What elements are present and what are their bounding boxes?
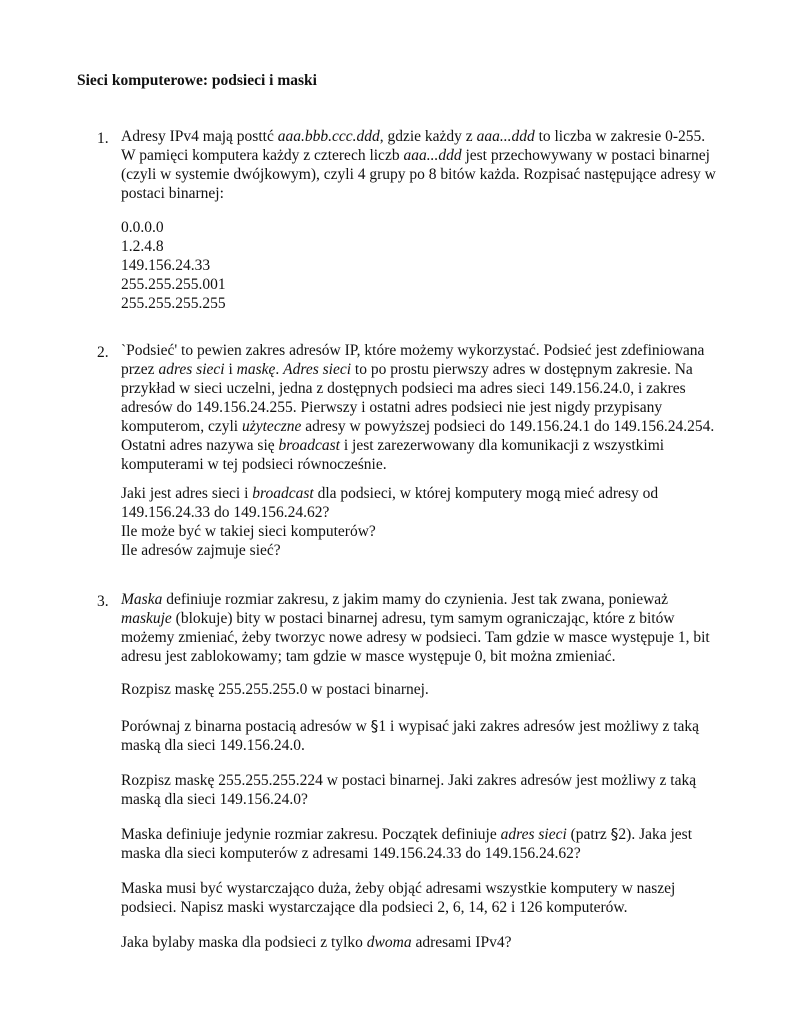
question-3-task-mask-224: Rozpisz maskę 255.255.255.224 w postaci binarnej. Jaki zakres adresów jest możliwy z taką maską dla sieci 149.156.24.0? [121, 772, 697, 808]
question-3-task-mask-binary: Rozpisz maskę 255.255.255.0 w postaci binarnej. [121, 681, 429, 698]
address-item: 1.2.4.8 [121, 238, 164, 255]
document-title: Sieci komputerowe: podsieci i maski [77, 72, 317, 89]
question-3-number: 3. [97, 593, 109, 610]
address-item: 255.255.255.001 [121, 276, 226, 293]
question-2-task-2: Ile może być w takiej sieci komputerów? [121, 523, 376, 540]
address-item: 0.0.0.0 [121, 219, 164, 236]
question-3-task-compare: Porównaj z binarna postacią adresów w §1 i wypisać jaki zakres adresów jest możliwy z taką maską dla sieci 149.156.24.0. [121, 717, 700, 754]
question-1-number: 1. [97, 130, 109, 147]
address-item: 255.255.255.255 [121, 295, 226, 312]
question-3-task-sufficient-masks: Maska musi być wystarczająco duża, żeby objąć adresami wszystkie komputery w naszej podsieci. Napisz maski wystarczające dla podsieci 2, 6, 14, 62 i 126 komputerów. [121, 880, 676, 916]
question-2-number: 2. [97, 344, 109, 361]
question-2-paragraph: `Podsieć' to pewien zakres adresów IP, które możemy wykorzystać. Podsieć jest zdefiniowana przez adres sieci i maskę. Adres sieci to po prostu pierwszy adres w dostępnym zakresie. Na przykład w sieci uczelni, jedna z dostępnych podsieci ma adres sieci 149.156.24.0, i zakres adresów do 149.156.24.255. Pierwszy i ostatni adres podsieci nie jest nigdy przypisany komputerom, czyli użyteczne adresy w powyższej podsieci do 149.156.24.1 do 149.156.24.254. Ostatni adres nazywa się broadcast i jest zarezerwowany dla komunikacji z wszystkimi komputerami w tej podsieci równocześnie. [121, 342, 715, 473]
question-1-paragraph: Adresy IPv4 mają posttć aaa.bbb.ccc.ddd, gdzie każdy z aaa...ddd to liczba w zakresie 0-255. W pamięci komputera każdy z czterech liczb aaa...ddd jest przechowywany w postaci binarnej (czyli w systemie dwójkowym), czyli 4 grupy po 8 bitów każda. Rozpisać następujące adresy w postaci binarnej: [121, 128, 716, 202]
address-item: 149.156.24.33 [121, 257, 211, 274]
question-3-paragraph: Maska definiuje rozmiar zakresu, z jakim mamy do czynienia. Jest tak zwana, ponieważ maskuje (blokuje) bity w postaci binarnej adresu, tym samym ograniczając, które z bitów możemy zmieniać, żeby tworzyc nowe adresy w podsieci. Tam gdzie w masce występuje 1, bit adresu jest zablokowamy; tam gdzie w masce występuje 0, bit można zmieniać. [121, 591, 710, 665]
question-2-tasks [121, 484, 721, 560]
address-list [121, 218, 721, 313]
question-2-task-3: Ile adresów zajmuje sieć? [121, 542, 281, 559]
question-3-task-network-mask: Maska definiuje jedynie rozmiar zakresu. Początek definiuje adres sieci (patrz §2). Jaka jest maska dla sieci komputerów z adresami 149.156.24.33 do 149.156.24.62? [121, 825, 693, 862]
question-2-task-1: Jaki jest adres sieci i broadcast dla podsieci, w której komputery mogą mieć adresy od 149.156.24.33 do 149.156.24.62? [121, 485, 659, 521]
question-3-task-two-addresses: Jaka bylaby maska dla podsieci z tylko dwoma adresami IPv4? [121, 934, 512, 951]
